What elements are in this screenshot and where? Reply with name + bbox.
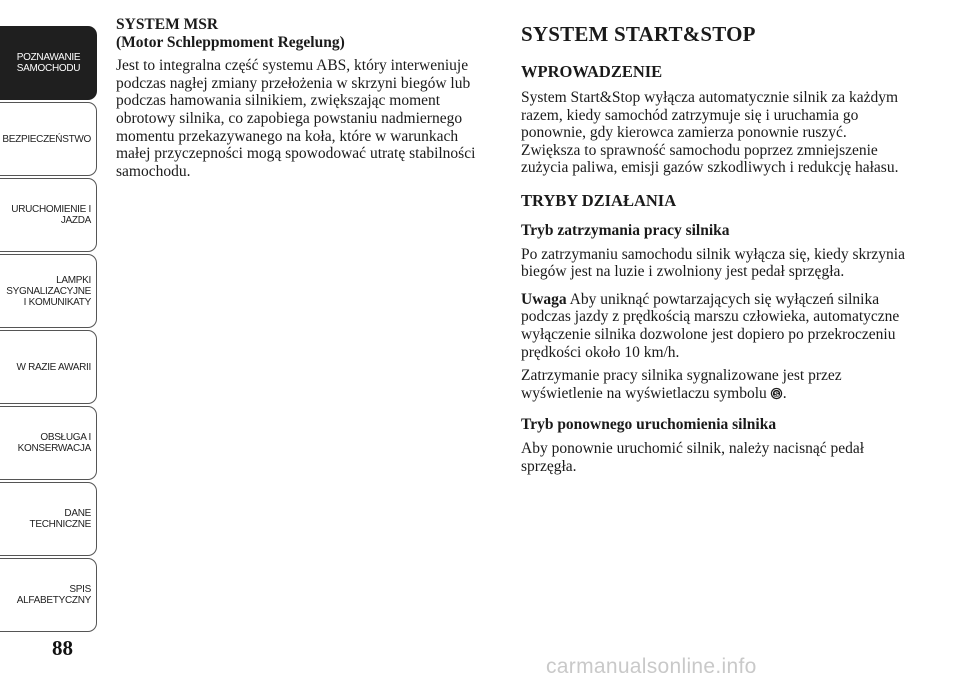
tab-spis-alfabetyczny[interactable] xyxy=(0,558,97,632)
note-paragraph xyxy=(521,291,906,361)
stop-mode-paragraph: Po zatrzymaniu samochodu silnik wyłącza się, kiedy skrzynia biegów jest na luzie i zwolniony jest pedał sprzęgła. xyxy=(521,245,905,281)
tab-label: BEZPIECZEŃSTWO xyxy=(2,133,91,145)
tab-label: SPIS ALFABETYCZNY xyxy=(16,584,91,606)
signal-end: . xyxy=(782,384,787,402)
watermark: carmanualsonline.info xyxy=(546,655,757,678)
svg-text:S: S xyxy=(773,389,779,399)
page-number: 88 xyxy=(52,636,73,660)
msr-paragraph: Jest to integralna część systemu ABS, który interweniuje podczas nagłej zmiany przełożenia w skrzyni biegów lub podczas hamowania silnikiem, zwiększając moment obrotowy silnika, co zapobiega powstaniu nadmiernego momentu przekazywanego na koła, które w warunkach małej przyczepności mogą spowodować utratę stabilności samochodu. xyxy=(116,57,476,180)
msr-section xyxy=(116,16,486,180)
stop-mode-heading: Tryb zatrzymania pracy silnika xyxy=(521,221,730,239)
msr-heading: SYSTEM MSR xyxy=(116,16,219,33)
intro-paragraph: System Start&Stop wyłącza automatycznie silnik za każdym razem, kiedy samochód zatrzymuje się i uruchamia go ponownie, gdy kierowca zamierza ponownie ruszyć. Zwiększa to sprawność samochodu poprzez zmniejszenie zużycia paliwa, emisji gazów szkodliwych i redukcję hałasu. xyxy=(521,89,899,177)
tab-label: W RAZIE AWARII xyxy=(16,361,91,373)
tab-bezpieczenstwo[interactable] xyxy=(0,102,97,176)
tab-lampki-sygnalizacyjne[interactable] xyxy=(0,254,97,328)
tab-label: URUCHOMIENIE I JAZDA xyxy=(11,204,91,226)
tab-label: LAMPKI SYGNALIZACYJNE I KOMUNIKATY xyxy=(6,274,91,308)
restart-mode-heading: Tryb ponownego uruchomienia silnika xyxy=(521,416,777,434)
tab-label: OBSŁUGA I KONSERWACJA xyxy=(17,432,91,454)
tab-uruchomienie-i-jazda[interactable] xyxy=(0,178,97,252)
msr-subheading: (Motor Schleppmoment Regelung) xyxy=(116,33,345,51)
tab-obsluga-i-konserwacja[interactable] xyxy=(0,406,97,480)
modes-heading: TRYBY DZIAŁANIA xyxy=(521,190,677,210)
tab-w-razie-awarii[interactable] xyxy=(0,330,97,404)
tab-dane-techniczne[interactable] xyxy=(0,482,97,556)
start-stop-section xyxy=(521,16,906,475)
signal-text: Zatrzymanie pracy silnika sygnalizowane jest przez wyświetlenie na wyświetlaczu symbolu xyxy=(521,367,842,402)
note-text: Aby uniknąć powtarzających się wyłączeń silnika podczas jazdy z prędkością marszu człowieka, automatyczne wyłączenie silnika dozwolone jest dopiero po przekroczeniu prędkości około 10 km/h. xyxy=(521,290,900,361)
start-stop-symbol-icon xyxy=(770,387,783,400)
tab-poznawanie-samochodu[interactable] xyxy=(0,26,97,100)
signal-paragraph xyxy=(521,367,906,402)
section-title: SYSTEM START&STOP xyxy=(521,22,756,46)
tab-label: DANE TECHNICZNE xyxy=(29,508,91,530)
tab-label: POZNAWANIE SAMOCHODU xyxy=(16,52,81,74)
restart-mode-paragraph: Aby ponownie uruchomić silnik, należy nacisnąć pedał sprzęgła. xyxy=(521,439,865,475)
note-lead: Uwaga xyxy=(521,290,567,308)
intro-heading: WPROWADZENIE xyxy=(521,62,663,81)
